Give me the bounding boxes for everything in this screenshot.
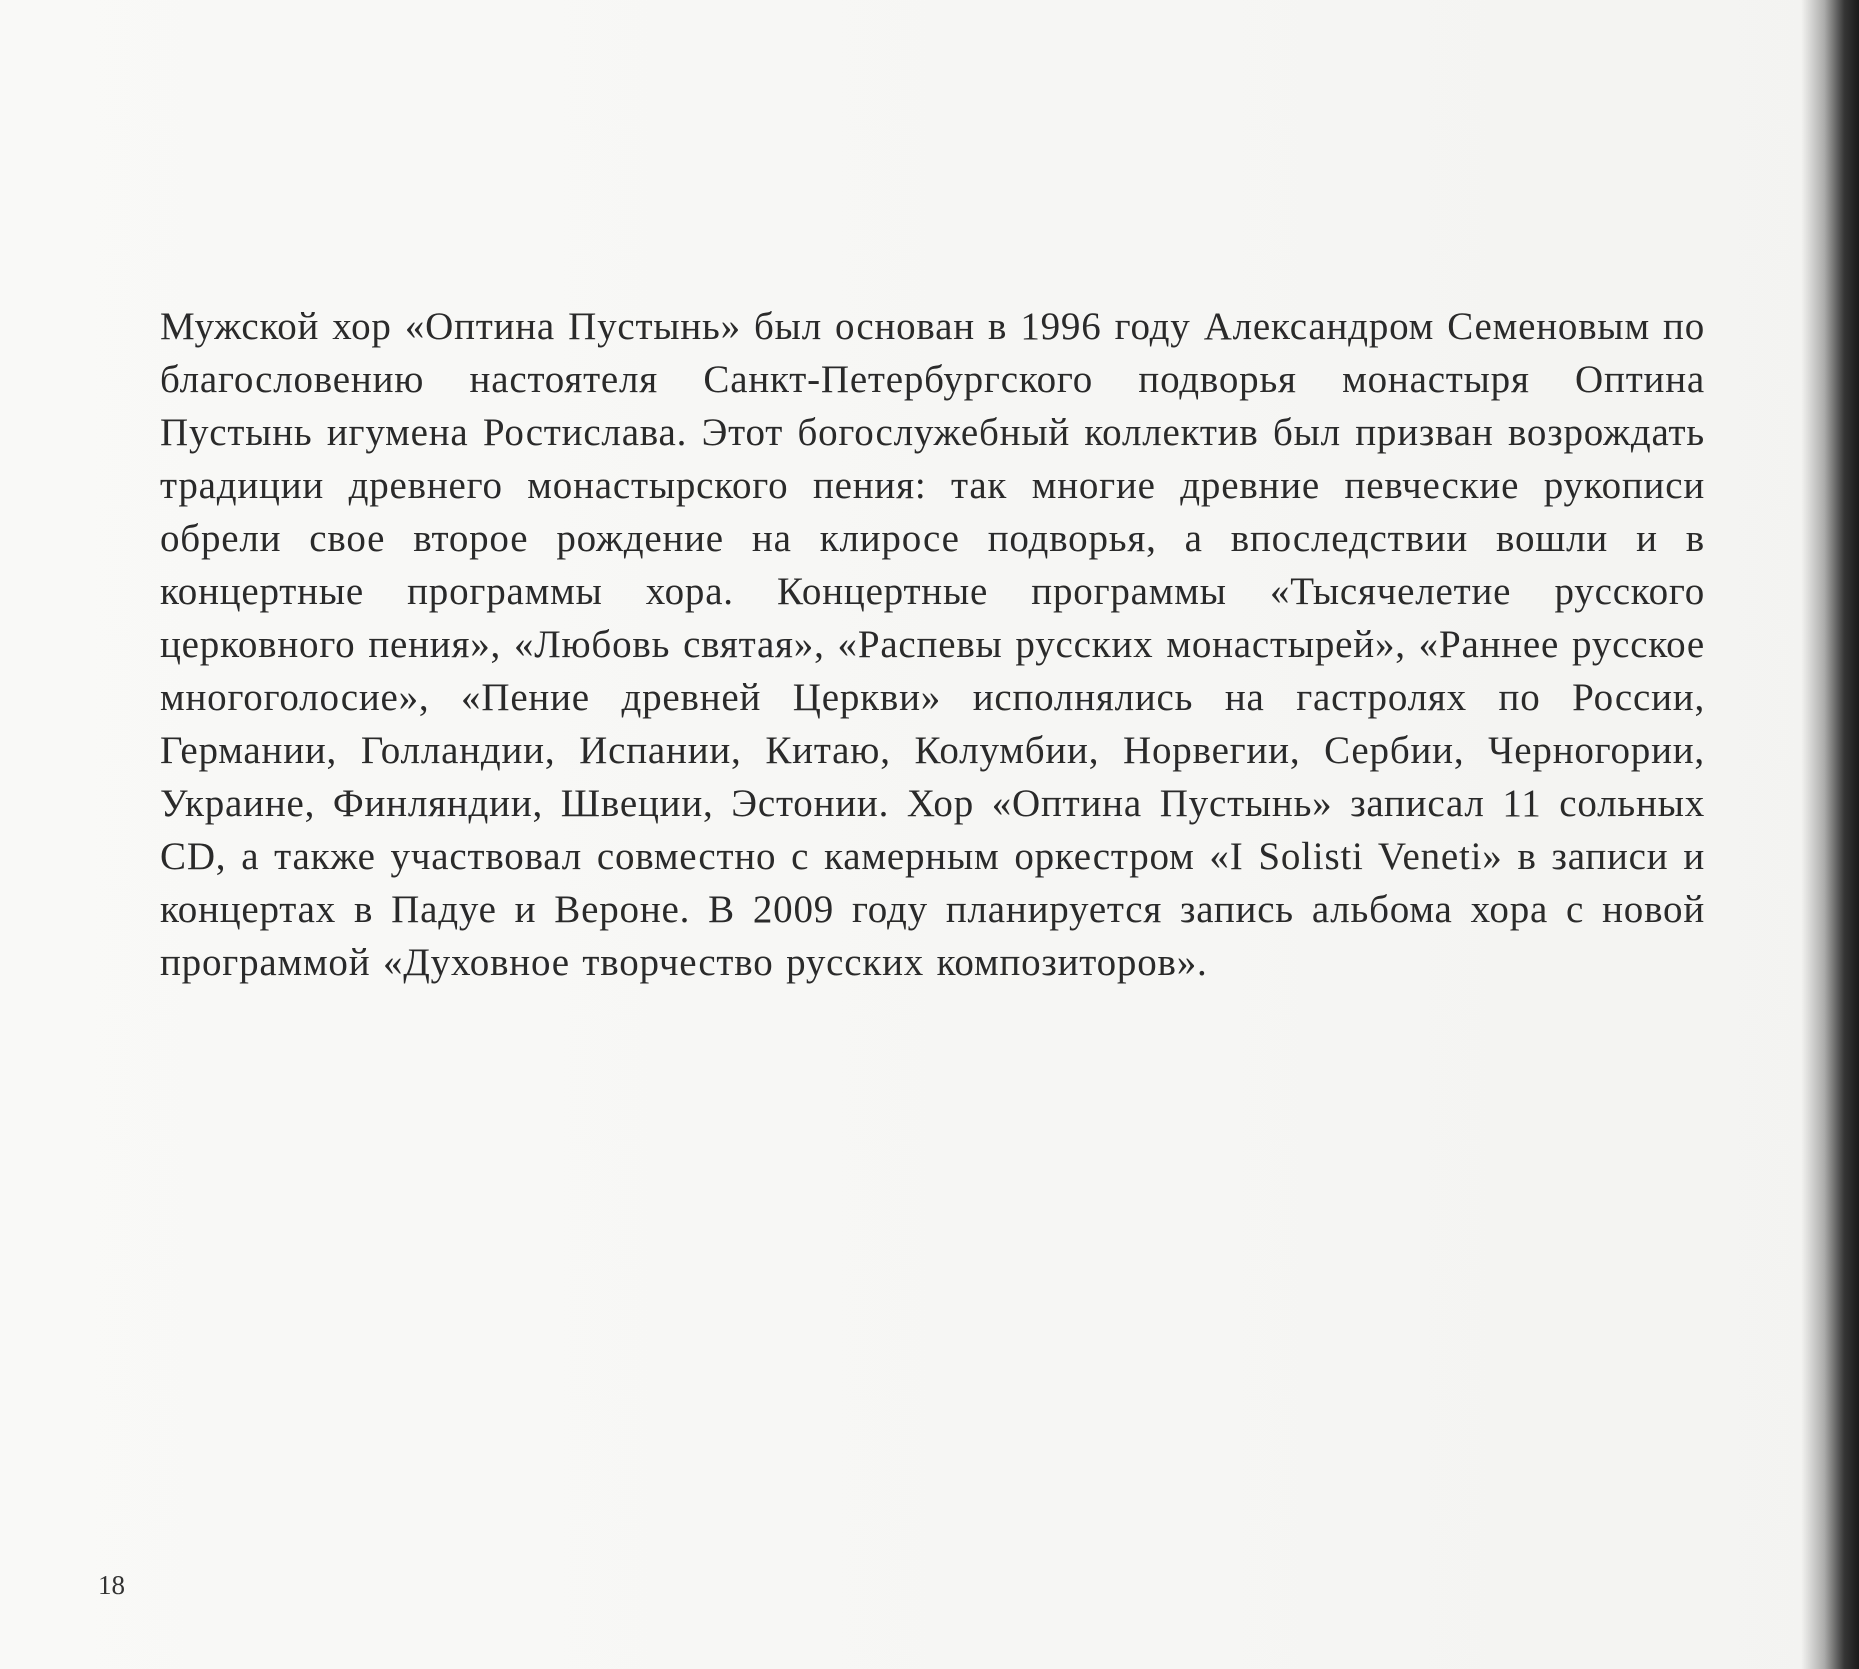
page-number: 18 bbox=[98, 1570, 125, 1600]
binding-edge-shadow bbox=[1801, 0, 1859, 1669]
body-paragraph: Мужской хор «Оптина Пустынь» был основан в 1996 году Александром Семеновым по благословению настоятеля Санкт-Петербургского подворья монастыря Оптина Пустынь игумена Ростислава. Этот богослужебный коллектив был призван возрождать традиции древнего монастырского пения: так многие древние певческие рукописи обрели свое второе рождение на клиросе подворья, а впоследствии вошли и в концертные программы хора. Концертные программы «Тысячелетие русского церковного пения», «Любовь святая», «Распевы русских монастырей», «Раннее русское многоголосие», «Пение древней Церкви» исполнялись на гастролях по России, Германии, Голландии, Испании, Китаю, Колумбии, Норвегии, Сербии, Черногории, Украине, Финляндии, Швеции, Эстонии. Хор «Оптина Пустынь» записал 11 сольных CD, а также участвовал совместно с камерным оркестром «I Solisti Veneti» в записи и концертах в Падуе и Вероне. В 2009 году планируется запись альбома хора с новой программой «Духовное творчество русских композиторов». bbox=[160, 305, 1705, 984]
